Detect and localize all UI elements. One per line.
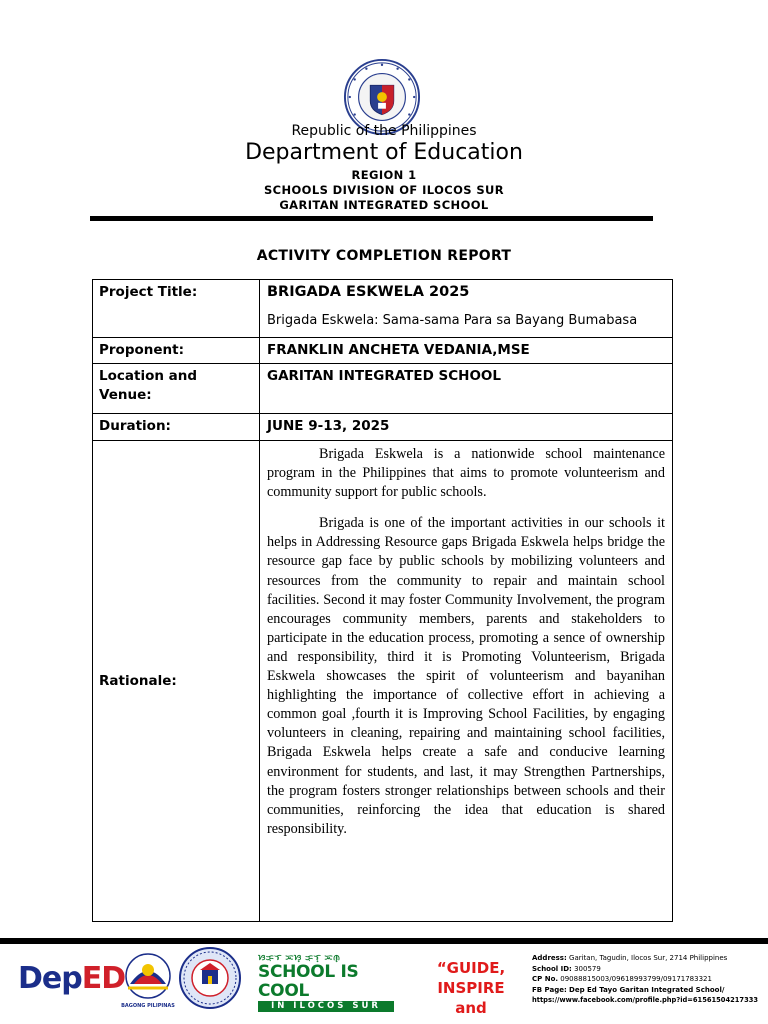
deped-logo-suffix: ED [81,961,126,996]
contact-block [532,953,764,1006]
proponent-label: Proponent: [93,338,260,364]
school-heading: GARITAN INTEGRATED SCHOOL [279,198,489,212]
proponent-value: FRANKLIN ANCHETA VEDANIA,MSE [267,342,530,358]
region-heading: REGION 1 [351,168,417,182]
address-label: Address: [532,954,567,962]
duration-value: JUNE 9-13, 2025 [267,418,390,434]
deped-logo [18,961,125,996]
cp-value: 09088815003/09618993799/09171783321 [560,975,712,984]
bagong-pilipinas-caption: BAGONG PILIPINAS [121,1003,175,1009]
rationale-row [93,441,673,922]
footer-divider [0,938,768,944]
bagong-pilipinas-logo-icon [120,950,176,1008]
fb-line [532,985,764,996]
location-cell [260,364,673,414]
cp-line [532,974,764,985]
duration-cell [260,414,673,441]
location-value: GARITAN INTEGRATED SCHOOL [267,368,502,384]
report-title: ACTIVITY COMPLETION REPORT [256,248,512,264]
report-table [92,279,673,922]
division-heading: SCHOOLS DIVISION OF ILOCOS SUR [263,183,505,197]
school-seal-icon [178,946,242,1010]
address-line [532,953,764,964]
rationale-cell [260,441,673,922]
school-is-cool-bar: IN ILOCOS SUR [258,1001,394,1012]
project-title-row [93,280,673,338]
location-label: Location and Venue: [93,364,260,414]
duration-label: Duration: [93,414,260,441]
duration-row [93,414,673,441]
fb-url[interactable]: https://www.facebook.com/profile.php?id=61561504217333 [532,996,759,1005]
location-row [93,364,673,414]
project-title: BRIGADA ESKWELA 2025 [267,284,470,300]
address-value: Garitan, Tagudin, Ilocos Sur, 2714 Philippines [569,954,728,962]
motto-text: “GUIDE, INSPIRE and [436,959,506,1016]
fb-value: Dep Ed Tayo Garitan Integrated School/ [569,985,725,994]
proponent-row [93,338,673,364]
department-heading: Department of Education [245,140,523,165]
project-title-cell [260,280,673,338]
school-id-label: School ID: [532,964,572,973]
cp-label: CP No. [532,975,559,984]
school-id-line [532,964,764,975]
header-divider [90,216,653,221]
rationale-paragraph-2: Brigada is one of the important activities in our schools it helps in Addressing Resource gaps Brigada Eskwela helps bridge the resource gap face by public schools by mobilizing volunteers and resources from the community to repair and maintain school facilities. Second it may foster Community Involvement, the program encourages community members, parents and stakeholders to participate in the education process, promoting a sence of ownership and responsibility, third it is Promoting Volunteerism, Brigada Eskwela showcases the spirit of volunteerism and bayanihan highlighting the importance of collective effort in achieving a common goal ,fourth it is Improving School Facilities, by engaging volunteers in cleaning, repairing and maintaining school facilities, Brigada Eskwela helps create a safe and conducive learning environment for students, and last, it may Strengthen Partnerships, the program fosters stronger relationships between schools and their communities, reinforcing the idea that education is shared responsibility. [267,515,665,837]
deped-logo-prefix: Dep [18,961,82,996]
proponent-cell [260,338,673,364]
school-id-value: 300579 [574,964,601,973]
fb-label: FB Page: [532,985,567,994]
project-title-label: Project Title: [93,280,260,338]
rationale-label: Rationale: [93,441,260,922]
project-subtitle: Brigada Eskwela: Sama-sama Para sa Bayang Bumabasa [267,313,638,328]
republic-heading: Republic of the Philippines [291,123,477,139]
school-is-cool-logo [258,952,394,1012]
school-is-cool-title: SCHOOL IS COOL [258,962,359,1001]
school-is-cool-script: ᜐᜃᜓᜎ ᜁᜐ᜔ ᜃᜓᜎ᜔ ᜁᜈ᜔ [258,953,341,962]
rationale-paragraph-1: Brigada Eskwela is a nationwide school maintenance program in the Philippines that aims to promote volunteerism and community support for public schools. [267,446,665,501]
